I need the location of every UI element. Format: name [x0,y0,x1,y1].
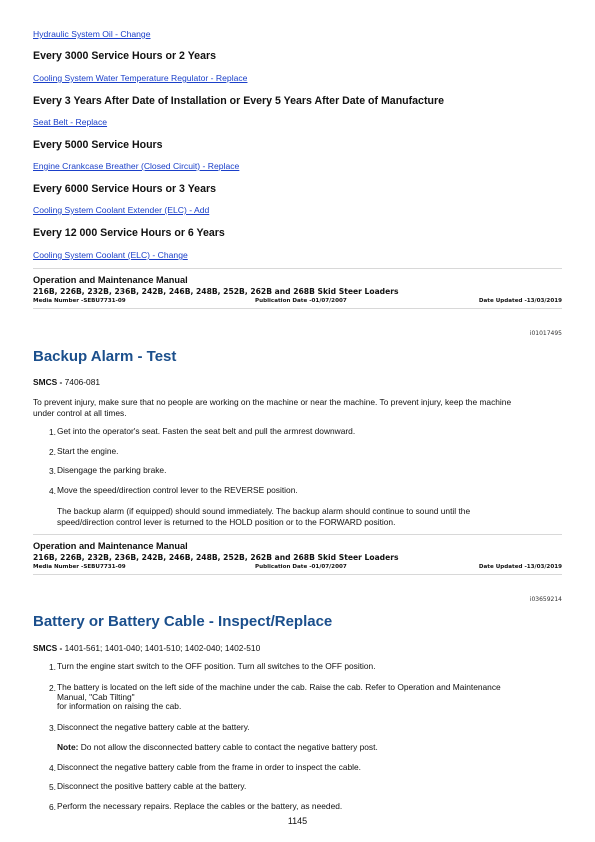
manual-models: 216B, 226B, 232B, 236B, 242B, 246B, 248B, 252B, 262B and 268B Skid Steer Loaders [33,553,399,562]
intro-line: under control at all times. [33,407,127,418]
interval-heading-12000: Every 12 000 Service Hours or 6 Years [33,227,225,239]
step-line: The battery is located on the left side of the machine under the cab. Raise the cab. Refer to Operation and Maintenance [57,682,501,692]
link-coolant-change[interactable]: Cooling System Coolant (ELC) - Change [33,250,188,260]
step-text: Disconnect the positive battery cable at the battery. [57,781,247,791]
smcs-label: SMCS - [33,643,63,653]
smcs-label: SMCS - [33,377,63,387]
step-text: Disengage the parking brake. [57,465,167,475]
intro-paragraph [33,397,561,418]
publication-date: Publication Date -01/07/2007 [255,298,347,304]
divider [33,268,562,269]
step-text: Perform the necessary repairs. Replace the cables or the battery, as needed. [57,801,343,811]
step-line: for information on raising the cab. [57,701,182,711]
doc-id: i03659214 [529,596,562,603]
smcs-value: 7406-081 [64,377,101,387]
step-number: 5. [49,782,56,792]
link-water-temp-regulator[interactable]: Cooling System Water Temperature Regulator - Replace [33,73,248,83]
date-updated: Date Updated -13/03/2019 [478,298,562,304]
interval-heading-3-5-years: Every 3 Years After Date of Installation or Every 5 Years After Date of Manufacture [33,95,444,107]
note-label: Note: [57,742,79,752]
step-number: 4. [49,763,56,773]
smcs-code [33,643,260,653]
step-number: 2. [49,683,56,693]
manual-models: 216B, 226B, 232B, 236B, 242B, 246B, 248B, 252B, 262B and 268B Skid Steer Loaders [33,287,399,296]
note [57,743,557,753]
step-text: Disconnect the negative battery cable at the battery. [57,722,250,732]
step-line: Manual, "Cab Tilting" [57,691,135,702]
doc-id: i01017495 [529,330,562,337]
step-number: 3. [49,466,56,476]
link-coolant-extender[interactable]: Cooling System Coolant Extender (ELC) - Add [33,205,210,215]
link-seat-belt-replace[interactable]: Seat Belt - Replace [33,117,108,127]
section-title-battery: Battery or Battery Cable - Inspect/Replace [33,613,333,630]
intro-line: To prevent injury, make sure that no people are working on the machine or near the machine. To prevent injury, keep the machine [33,397,512,407]
step-number: 6. [49,802,56,812]
step-number: 1. [49,427,56,437]
step-text [57,683,557,712]
smcs-value: 1401-561; 1401-040; 1401-510; 1402-040; 1402-510 [64,643,261,653]
section-title-backup-alarm: Backup Alarm - Test [33,348,177,365]
interval-heading-3000: Every 3000 Service Hours or 2 Years [33,50,216,62]
step-number: 2. [49,447,56,457]
date-updated: Date Updated -13/03/2019 [478,564,562,570]
note-line: speed/direction control lever is returned to the HOLD position or to the FORWARD position. [57,516,396,527]
note-text: Do not allow the disconnected battery cable to contact the negative battery post. [80,742,378,752]
manual-title: Operation and Maintenance Manual [33,541,188,551]
note-line: The backup alarm (if equipped) should sound immediately. The backup alarm should continue to sound until the [57,506,471,516]
manual-title: Operation and Maintenance Manual [33,275,188,285]
link-hydraulic-oil-change[interactable]: Hydraulic System Oil - Change [33,29,151,39]
interval-heading-6000: Every 6000 Service Hours or 3 Years [33,183,216,195]
smcs-code [33,377,100,387]
divider [33,308,562,309]
step-note [57,506,557,527]
step-text: Disconnect the negative battery cable from the frame in order to inspect the cable. [57,762,361,772]
divider [33,534,562,535]
step-number: 3. [49,723,56,733]
divider [33,574,562,575]
publication-date: Publication Date -01/07/2007 [255,564,347,570]
step-number: 1. [49,662,56,672]
step-text: Turn the engine start switch to the OFF position. Turn all switches to the OFF position. [57,661,376,671]
step-text: Move the speed/direction control lever to the REVERSE position. [57,485,298,495]
interval-heading-5000: Every 5000 Service Hours [33,139,163,151]
step-text: Get into the operator's seat. Fasten the seat belt and pull the armrest downward. [57,426,356,436]
media-number: Media Number -SEBU7731-09 [33,564,126,570]
media-number: Media Number -SEBU7731-09 [33,298,126,304]
step-text: Start the engine. [57,446,119,456]
link-crankcase-breather[interactable]: Engine Crankcase Breather (Closed Circuit) - Replace [33,161,240,171]
page-number: 1145 [287,816,308,826]
step-number: 4. [49,486,56,496]
